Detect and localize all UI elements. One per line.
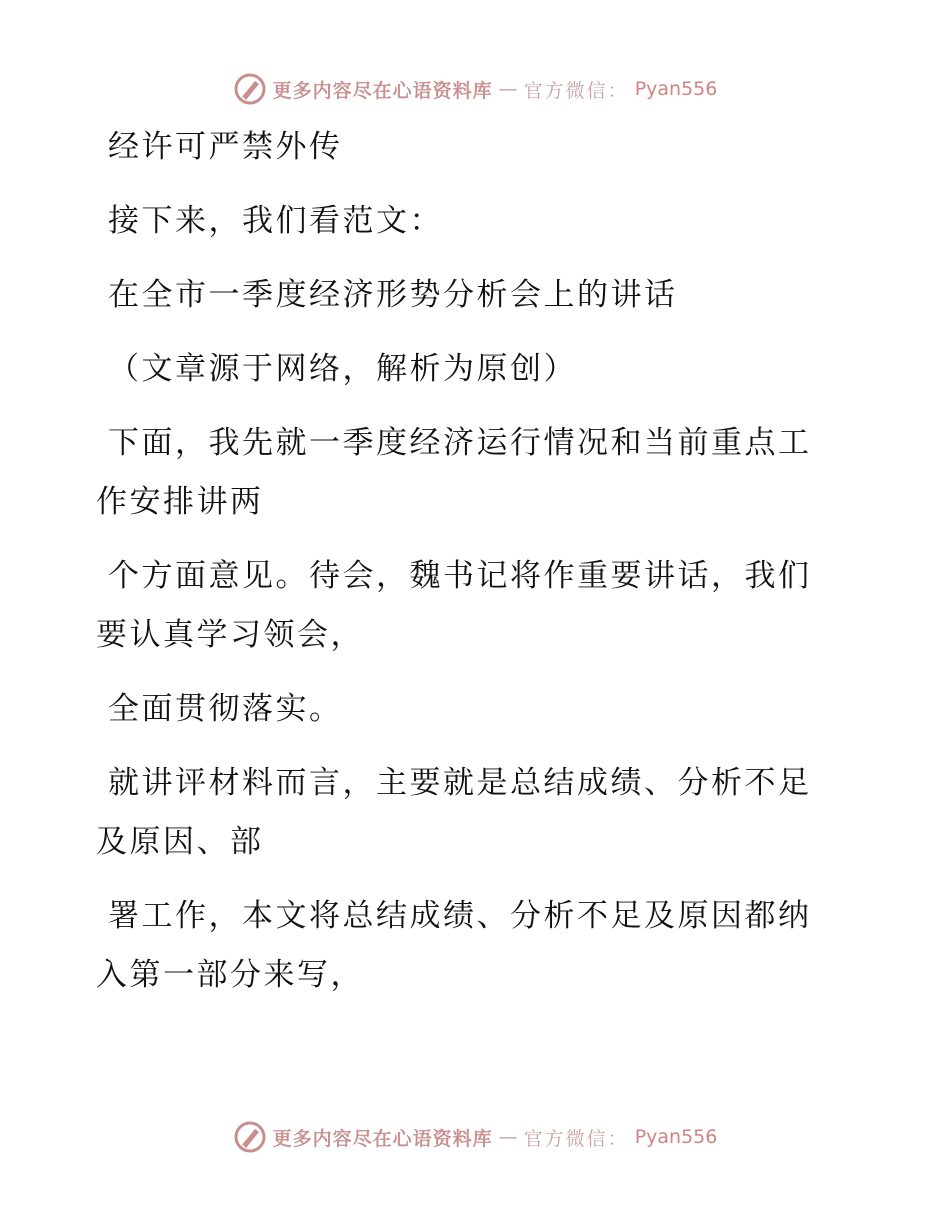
watermark-main-text: 更多内容尽在心语资料库 — [272, 1127, 493, 1150]
paragraph-8-line-2: 及原因、部 — [96, 824, 264, 860]
paragraph-4 — [96, 340, 832, 399]
paragraph-9 — [96, 887, 832, 1005]
watermark-main-text: 更多内容尽在心语资料库 — [272, 79, 493, 102]
paragraph-5 — [96, 414, 832, 532]
header-watermark — [0, 72, 950, 106]
paragraph-8 — [96, 754, 832, 872]
watermark-wechat-id: Pyan556 — [634, 78, 718, 100]
quill-pen-logo-icon — [233, 1120, 267, 1154]
paragraph-2 — [96, 192, 832, 251]
paragraph-6-line-1: 个方面意见。待会，魏书记将作重要讲话，我们 — [108, 558, 812, 594]
paragraph-6-line-2: 要认真学习领会， — [96, 617, 364, 653]
footer-watermark — [0, 1120, 950, 1154]
paragraph-9-line-1: 署工作，本文将总结成绩、分析不足及原因都纳 — [108, 898, 812, 934]
paragraph-7 — [96, 680, 832, 739]
watermark-dash: — — [498, 1126, 518, 1148]
paragraph-9-line-2: 入第一部分来写， — [96, 957, 364, 993]
paragraph-6 — [96, 547, 832, 665]
watermark-wechat-id: Pyan556 — [634, 1126, 718, 1148]
watermark-wechat-label: 官方微信： — [523, 79, 629, 102]
paragraph-8-line-1: 就讲评材料而言，主要就是总结成绩、分析不足 — [108, 765, 812, 801]
watermark-wechat-label: 官方微信： — [523, 1127, 629, 1150]
paragraph-7-line-1: 全面贯彻落实。 — [108, 691, 343, 727]
paragraph-5-line-2: 作安排讲两 — [96, 484, 264, 520]
document-body — [96, 118, 832, 1005]
paragraph-2-line-1: 接下来，我们看范文： — [108, 203, 443, 239]
paragraph-1 — [96, 118, 832, 177]
paragraph-3-line-1: 在全市一季度经济形势分析会上的讲话 — [108, 277, 678, 313]
paragraph-4-line-1: （文章源于网络，解析为原创） — [108, 351, 577, 387]
paragraph-5-line-1: 下面，我先就一季度经济运行情况和当前重点工 — [108, 425, 812, 461]
watermark-dash: — — [498, 78, 518, 100]
paragraph-3 — [96, 266, 832, 325]
quill-pen-logo-icon — [233, 72, 267, 106]
paragraph-1-line-1: 经许可严禁外传 — [108, 129, 343, 165]
